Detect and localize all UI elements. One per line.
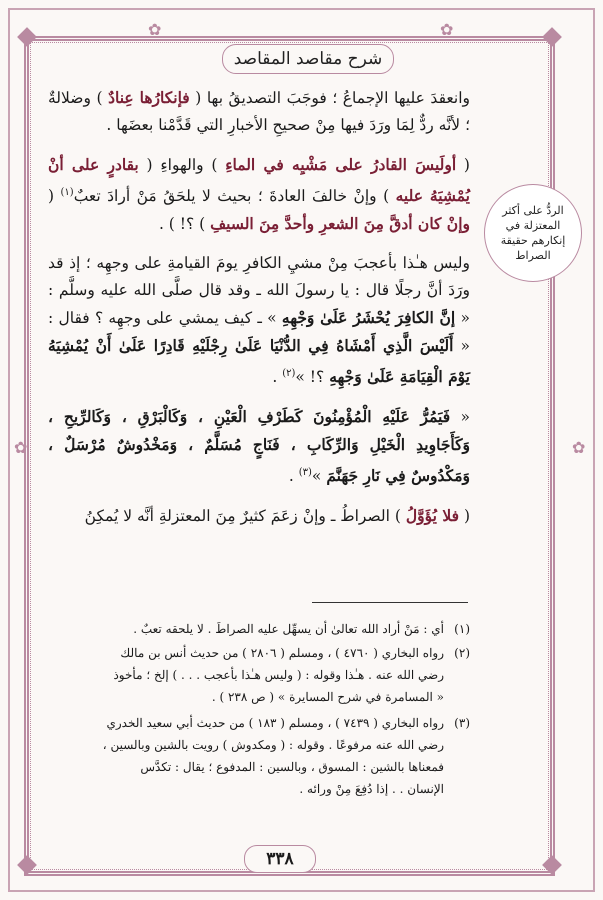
margin-note bbox=[484, 184, 582, 282]
footnote: (١)أي : مَنْ أراد الله تعالىٰ أن يسهِّل عليه الصراطَ . لا يلحقه تعبٌ . bbox=[48, 618, 470, 640]
main-text bbox=[48, 84, 470, 530]
emphasis: أولَيسَ القادرُ على مَشْيِه في الماءِ bbox=[225, 155, 457, 174]
page-number: ٣٣٨ bbox=[244, 845, 316, 873]
running-header: شرح مقاصد المقاصد bbox=[222, 44, 394, 74]
footnote: (٢)رواه البخاري ( ٤٧٦٠ ) ، ومسلم ( ٢٨٠٦ ) من حديث أنس بن مالك رضي الله عنه . هـٰذا وقوله : ( وليس هـٰذا بأعجب . . . ) إلخ ؛ مأخوذ « المسامرة في شرح المسايرة » ( ص ٢٣٨ ) . bbox=[48, 642, 470, 708]
paragraph: وانعقدَ عليها الإجماعُ ؛ فوجَبَ التصديقُ بها ( فإنكارُها عِنادٌ ) وضلالةٌ ؛ لأنَّه ردٌّ لِمَا ورَدَ فيها مِنْ صحيحِ الأخبارِ التي قَدَّمْنا بعضَها . bbox=[48, 88, 470, 134]
footnote-number: (١) bbox=[454, 622, 470, 636]
flower-ornament-icon: ✿ bbox=[14, 438, 28, 457]
footnote-number: (٢) bbox=[454, 646, 470, 660]
footnote-ref: (٢) bbox=[282, 368, 296, 380]
footnote-separator bbox=[312, 602, 468, 603]
paragraph: وليس هـٰذا بأعجبَ مِنْ مشيِ الكافرِ يومَ القيامةِ على وجهِه ؛ إذ قد ورَدَ أنَّ رجلًا قال : يا رسولَ الله ـ وقد قال صلَّى الله عليه وسلَّم : « إنَّ الكافِرَ يُحْشَرُ عَلَىٰ وَجْهِهِ » ـ كيف يمشي على وجهِه ؟ فقال : « أَلَيْسَ الَّذِي أَمْشَاهُ فِي الدُّنْيَا عَلَىٰ رِجْلَيْهِ قَادِرًا عَلَىٰ أَنْ يُمْشِيَهُ يَوْمَ الْقِيَامَةِ عَلَىٰ وَجْهِهِ ؟! »$^{(٢)}$ . bbox=[48, 254, 470, 387]
margin-note-text: الردُّ على أكثر المعتزلة في إنكارهم حقيقة الصراط bbox=[500, 204, 566, 262]
footnote-number: (٣) bbox=[454, 716, 470, 730]
paragraph: ( فلا يُؤَوَّلُ ) الصراطُ ـ وإنْ زعَمَ كثيرٌ مِنَ المعتزلةِ أنَّه لا يُمكِنُ bbox=[84, 506, 470, 526]
flower-ornament-icon: ✿ bbox=[572, 438, 586, 457]
emphasis: بقادرٍ على أنْ يُمْشِيَهُ عليه bbox=[48, 155, 470, 206]
flower-ornament-icon: ✿ bbox=[148, 20, 162, 39]
flower-ornament-icon: ✿ bbox=[440, 20, 454, 39]
emphasis: فإنكارُها عِنادٌ bbox=[108, 88, 190, 107]
hadith-quote: إنَّ الكافِرَ يُحْشَرُ عَلَىٰ وَجْهِهِ bbox=[281, 308, 456, 328]
paragraph: ( أولَيسَ القادرُ على مَشْيِه في الماءِ ) والهواءِ ( بقادرٍ على أنْ يُمْشِيَهُ عليه ) وإنْ خالفَ العادةَ ؛ بحيث لا يلحَقُ مَنْ أرادَ تعبٌ$^{(١)}$ ( وإنْ كان أدقَّ مِنَ الشعرِ وأحدَّ مِنَ السيفِ ) ؟! ) . bbox=[48, 155, 470, 234]
hadith-quote: أَلَيْسَ الَّذِي أَمْشَاهُ فِي الدُّنْيَا عَلَىٰ رِجْلَيْهِ قَادِرًا عَلَىٰ أَنْ يُمْشِيَهُ يَوْمَ الْقِيَامَةِ عَلَىٰ وَجْهِهِ bbox=[48, 336, 470, 387]
footnote: (٣)رواه البخاري ( ٧٤٣٩ ) ، ومسلم ( ١٨٣ ) من حديث أبي سعيد الخدري رضي الله عنه مرفوعًا . وقوله : ( ومكدوش ) رويت بالشين وبالسين ، فمعناها بالشين : المسوق ، وبالسين : المدفوع ؛ يقال : تكدَّس الإنسان . . إذا دُفِعَ مِنْ ورائه . bbox=[48, 712, 470, 800]
emphasis: وإنْ كان أدقَّ مِنَ الشعرِ وأحدَّ مِنَ السيفِ bbox=[210, 214, 470, 234]
paragraph: « فَيَمُرُّ عَلَيْهِ الْمُؤْمِنُونَ كَطَرْفِ الْعَيْنِ ، وَكَالْبَرْقِ ، وَكَالرِّيحِ ، وَكَأَجَاوِيدِ الْخَيْلِ وَالرِّكَابِ ، فَنَاجٍ مُسَلَّمٌ ، وَمَخْدُوشٌ مُرْسَلٌ ، وَمَكْدُوسٌ فِي نَارِ جَهَنَّمَ »$^{(٣)}$ . bbox=[48, 407, 470, 486]
hadith-quote: فَيَمُرُّ عَلَيْهِ الْمُؤْمِنُونَ كَطَرْفِ الْعَيْنِ ، وَكَالْبَرْقِ ، وَكَالرِّيحِ ، وَكَأَجَاوِيدِ الْخَيْلِ وَالرِّكَابِ ، فَنَاجٍ مُسَلَّمٌ ، وَمَخْدُوشٌ مُرْسَلٌ ، وَمَكْدُوسٌ فِي نَارِ جَهَنَّمَ bbox=[48, 407, 470, 486]
footnote-ref: (٣) bbox=[298, 467, 312, 479]
footnote-ref: (١) bbox=[60, 187, 74, 198]
emphasis: فلا يُؤَوَّلُ bbox=[405, 506, 459, 526]
